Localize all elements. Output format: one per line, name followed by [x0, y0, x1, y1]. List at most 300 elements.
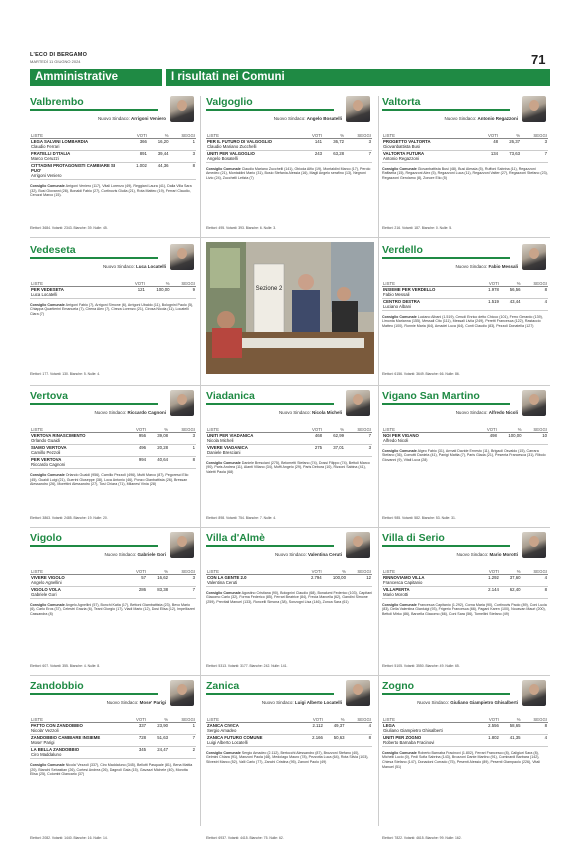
list-name: PER IL FUTURO DI VALGOGLIO: [207, 139, 273, 145]
mayor-name: Gabriele Gori: [137, 552, 166, 557]
column-header: LISTE: [382, 569, 478, 575]
column-header: VOTI: [478, 569, 500, 575]
column-header: LISTE: [30, 427, 126, 433]
council-members: Consiglio Comunale Giovanbattista Busi (48), Busi Alessia (5), Ruffoni Sabrina (11), Regazzoni Raffaella (15), Regazzoni Alex (5), Regazzoni Luca (11), Regazzoni Valter (27), Regazzoni Stefano (23), Regazzoni Gerolamo (8), Zonore Elio (5): [382, 166, 548, 181]
table-row: [30, 722, 196, 734]
list-name: UNITI PER VALGOGLIO: [207, 151, 255, 157]
column-header: SEGGI: [345, 427, 372, 433]
column-header: VOTI: [126, 427, 147, 433]
mayor-line: [46, 116, 166, 121]
votes: 57: [126, 574, 147, 586]
percent: 16,20: [148, 138, 170, 150]
title-rule: [206, 693, 334, 695]
mayor-name: Luca Locatelli: [135, 264, 166, 269]
column-header: VOTI: [302, 569, 322, 575]
publication-name: L'ECO DI BERGAMO: [30, 52, 88, 58]
title-rule: [206, 109, 334, 111]
votes: 1.002: [126, 162, 148, 179]
title-rule: [30, 693, 158, 695]
percent: 73,63: [499, 150, 521, 162]
row-divider: [30, 385, 550, 386]
mayor-name: Mario Morotti: [489, 552, 518, 557]
list-name: UNITI PER ZOGNO: [383, 735, 422, 741]
percent: 83,38: [147, 586, 169, 598]
row-divider: [30, 237, 550, 238]
table-row: [382, 286, 548, 298]
votes: 141: [302, 138, 323, 150]
voter-stats: Elettori: 3684. Votanti: 2343. Bianche: 39. Nulle: 45.: [30, 226, 108, 230]
percent: 100,00: [498, 432, 523, 444]
candidate-name: Nicola Micheli: [207, 438, 234, 444]
comune-block: [382, 244, 548, 329]
seats: 8: [522, 586, 548, 598]
council-members: Consiglio Comunale Nicola' Vezzoli (337), Ciro Maddaluno (345), Bellotti Pasquale (81), Bena Mattia (20), Bianchi Sebastian (26), Cortesi Andrea (26), Dagnoli Gaia (15), Gavazzi Michele (40), Morotta Elisa (25), Colombi Giancarlo (37): [30, 763, 193, 777]
column-header: SEGGI: [171, 281, 196, 287]
percent: 37,60: [500, 574, 522, 586]
mayor-photo: [522, 244, 546, 270]
column-header: LISTE: [206, 569, 302, 575]
mayor-label: Nuovo Sindaco:: [104, 552, 137, 557]
list-name: INSIEME PER VERDELLO: [383, 287, 436, 293]
column-header: %: [500, 569, 522, 575]
list-name: PATTO CON ZANDOBBIO: [31, 723, 83, 729]
table-row: [206, 138, 372, 150]
column-header: %: [323, 133, 345, 139]
title-rule: [206, 403, 334, 405]
seats: 8: [522, 722, 548, 734]
council-members: Consiglio Comunale Claudio Mariano Zucchelli (141), Obioda Alfio (19), Montaldini Marco (17), Perolo Amedeo (21), Montaldini Mario (31), Bosio Stefania Alessia (16), Magli Angelo serafino (13), Negroni Livio (24), Zucchelli Letizia (7): [206, 166, 371, 181]
votes: 366: [126, 138, 148, 150]
column-header: LISTE: [382, 717, 478, 723]
voter-stats: Elettori: 7822. Votanti: 4615. Bianche: 99. Nulle: 162.: [382, 836, 462, 840]
table-row: [206, 574, 372, 586]
results-table: [206, 133, 372, 163]
voter-stats: Elettori: 2082. Votanti: 1440. Bianche: 16. Nulle: 14.: [30, 836, 108, 840]
column-header: SEGGI: [522, 717, 548, 723]
seats: 4: [346, 722, 372, 734]
list-name: ZANDOBBIO CAMBIARE INSIEME: [31, 735, 101, 741]
mayor-name: Riccardo Cagnoni: [127, 410, 166, 415]
city-name: Vigano San Martino: [382, 390, 480, 402]
candidate-name: Francesca Capitanio: [383, 580, 423, 586]
row-divider: [30, 675, 550, 676]
voter-stats: Elettori: 5105. Votanti: 3550. Bianche: 49. Nulle: 65.: [382, 664, 460, 668]
mayor-line: [398, 264, 518, 269]
voter-stats: Elettori: 6937. Votanti: 4415. Bianche: 75. Nulle: 62.: [206, 836, 284, 840]
title-rule: [30, 545, 158, 547]
comune-block: [30, 390, 196, 487]
table-row: [30, 444, 196, 456]
candidate-name: Angelo Agnellini: [31, 580, 62, 586]
voter-stats: Elettori: 607. Votanti: 355. Bianche: 4. Nulle: 8.: [30, 664, 101, 668]
seats: 7: [169, 586, 196, 598]
column-header: LISTE: [206, 717, 302, 723]
column-header: LISTE: [206, 427, 302, 433]
city-name: Vigolo: [30, 532, 62, 544]
list-name: PROGETTO VALTORTA: [383, 139, 431, 145]
candidate-name: Angelo Bosatelli: [207, 156, 238, 162]
table-row: [30, 734, 196, 746]
list-name: PER VERTOVA: [31, 457, 62, 463]
candidate-name: Valentina Ceruti: [207, 580, 238, 586]
table-row: [206, 734, 372, 746]
comune-block: [206, 390, 372, 475]
column-header: SEGGI: [170, 133, 196, 139]
seats: 7: [345, 432, 372, 444]
mayor-name: Mose' Parigi: [139, 700, 166, 705]
seats: 1: [169, 444, 196, 456]
mayor-photo: [346, 680, 370, 706]
table-row: [382, 586, 548, 598]
percent: 49,37: [324, 722, 346, 734]
percent: 50,63: [324, 734, 346, 746]
percent: 100,00: [323, 574, 347, 586]
percent: 51,63: [147, 734, 169, 746]
mayor-photo: [522, 532, 546, 558]
seats: 1: [170, 138, 196, 150]
mayor-label: Nuovo Sindaco:: [261, 700, 294, 705]
column-header: VOTI: [126, 569, 147, 575]
list-name: VIGOLO VOLA: [31, 587, 61, 593]
list-name: VALTORTA FUTURA: [383, 151, 425, 157]
mayor-label: Nuovo Sindaco:: [444, 116, 477, 121]
column-header: LISTE: [382, 427, 478, 433]
mayor-name: Alfredo Nicoli: [488, 410, 518, 415]
results-table: [206, 717, 372, 747]
mayor-photo: [346, 390, 370, 416]
mayor-label: Nuovo Sindaco:: [456, 552, 489, 557]
percent: 26,37: [499, 138, 521, 150]
column-header: SEGGI: [345, 133, 372, 139]
column-header: %: [147, 427, 169, 433]
title-rule: [382, 257, 510, 259]
column-header: %: [500, 717, 522, 723]
mayor-label: Nuovo Sindaco:: [102, 264, 135, 269]
mayor-photo: [522, 680, 546, 706]
percent: 39,44: [148, 150, 170, 162]
mayor-line: [46, 700, 166, 705]
seats: 12: [347, 574, 372, 586]
list-name: ZANICA CIVICA: [207, 723, 239, 729]
city-name: Villa d'Almè: [206, 532, 265, 544]
title-rule: [382, 545, 510, 547]
mayor-line: [222, 552, 342, 557]
seats: 7: [521, 150, 548, 162]
seats: 8: [169, 456, 196, 468]
candidate-name: Nicola' Vezzoli: [31, 728, 59, 734]
list-name: CITTADINI PROTAGONISTI CAMBIARE SI PUO': [31, 163, 116, 174]
seats: 7: [169, 734, 196, 746]
results-table: [206, 569, 372, 587]
mayor-label: Nuovo Sindaco:: [94, 410, 127, 415]
votes: 2.144: [478, 586, 500, 598]
candidate-name: Claudio Ferrari: [31, 144, 60, 150]
votes: 2.794: [302, 574, 322, 586]
mayor-line: [46, 410, 166, 415]
votes: 275: [302, 444, 323, 456]
results-table: [30, 281, 196, 299]
section-label: Amministrative: [30, 69, 162, 86]
column-header: VOTI: [478, 281, 500, 287]
mayor-line: [398, 116, 518, 121]
votes: 1.292: [478, 574, 500, 586]
mayor-name: Valentina Ceruti: [307, 552, 342, 557]
council-members: Consiglio Comunale Daniele Bresciani (275), Belometti Stefano (74), Dossi Filippo (74), Bettoli Marco (90), Paris Andrea (11), Alanti Viliano (34), Moffi Angelo (29), Paris Debora (10), Rizzoni Sabina (41), Valetti Paola (68): [206, 460, 370, 475]
seats: 4: [522, 298, 548, 310]
votes: 2.556: [478, 722, 500, 734]
column-header: LISTE: [30, 717, 126, 723]
mayor-label: Nuovo Sindaco:: [278, 410, 311, 415]
seats: 8: [170, 162, 196, 179]
city-name: Zandobbio: [30, 680, 84, 692]
candidate-name: Antonio Regazzoni: [383, 156, 420, 162]
comune-block: [30, 680, 196, 777]
column-header: LISTE: [206, 133, 302, 139]
council-members: Consiglio Comunale Francesca Capitanio (1.292), Corna Maria (90), Cortinovis Paolo (89), Coni Lucia (83), Della Valentina Gianluigi (93), Frigerio Francesca (66), Pagani Karen (100), Nousvan Mauri (200), Bettoli Mirko (86), Barcella Giacomo (66), Coni Sara (56), Tomellini Stefano (49): [382, 602, 547, 617]
percent: 36,72: [323, 138, 345, 150]
mayor-line: [222, 410, 342, 415]
percent: 40,64: [147, 456, 169, 468]
votes: 345: [126, 746, 147, 758]
column-header: VOTI: [478, 427, 498, 433]
mayor-line: [222, 700, 342, 705]
council-members: Consiglio Comunale Orlando Guaidi (956), Camillo Pezzoli (496), Mutti Marco (87), Pegoresci Elio (45), Guaidi Luigi (21), Guerini Giuseppe (38), Loca Antonio (46), Ponzo Gianbattista (26), Bressan Alessandro (26), Morettini Alessandro (27), Tosi Chiara (71), Milanesi Vinia (28): [30, 473, 189, 487]
votes: 337: [126, 722, 147, 734]
mayor-line: [46, 264, 166, 269]
results-table: [382, 717, 548, 747]
voter-stats: Elettori: 5313. Votanti: 3177. Bianche: 242. Nulle: 141.: [206, 664, 288, 668]
title-rule: [30, 403, 158, 405]
mayor-photo: [170, 680, 194, 706]
table-row: [30, 456, 196, 468]
table-row: [30, 432, 196, 444]
city-name: Villa di Serio: [382, 532, 445, 544]
publication-date: MARTEDÌ 11 GIUGNO 2024: [30, 59, 81, 64]
table-row: [30, 150, 196, 162]
percent: 63,28: [323, 150, 345, 162]
column-header: %: [500, 281, 522, 287]
mayor-line: [398, 410, 518, 415]
title-rule: [30, 257, 158, 259]
results-table: [206, 427, 372, 457]
mayor-name: Antonio Regazzoni: [477, 116, 518, 121]
council-members: Consiglio Comunale Luciano Albani (1.519), Cerudi Enrico detto Chicco (101), Ferro Gerardo (139), Limonta Marianna (155), Messali Cito (111), Messali Liviia (249), Peretti Francesca (122), Rastaccio Matteo (100), Ronnie Maria (64), Amadei Luca (64), Conti Claudio (83), Pezzoli Donatella (127): [382, 314, 543, 329]
seats: 3: [169, 432, 196, 444]
city-name: Zogno: [382, 680, 415, 692]
column-header: %: [323, 427, 345, 433]
candidate-name: Luigi Alberto Locatelli: [207, 740, 248, 746]
column-header: VOTI: [126, 133, 148, 139]
list-name: RINNOVIAMO VILLA: [383, 575, 425, 581]
seats: 4: [522, 734, 548, 746]
mayor-photo: [522, 96, 546, 122]
votes: 956: [126, 432, 147, 444]
column-header: %: [147, 717, 169, 723]
column-header: VOTI: [126, 281, 146, 287]
comune-block: [30, 96, 196, 198]
column-header: %: [146, 281, 171, 287]
mayor-photo: [170, 96, 194, 122]
mayor-photo: [170, 244, 194, 270]
results-table: [30, 717, 196, 760]
table-row: [30, 138, 196, 150]
council-members: Consiglio Comunale Algeo Fabio (31), Armati Davide Ernesto (11), Brigaoli Osvaldo (15), Carrara Stefano (36), Comotti Daniela (41), Panigi Mattia (7), Paris Giada (21), Pesenta Francesca (31), Ribolo Giovanni (9), Vitali Luca (28): [382, 448, 546, 462]
column-header: %: [147, 569, 169, 575]
seats: 3: [345, 138, 372, 150]
seats: 3: [170, 150, 196, 162]
mayor-label: Nuovo Sindaco:: [106, 700, 139, 705]
column-header: SEGGI: [347, 569, 372, 575]
table-row: [206, 150, 372, 162]
votes: 2.166: [302, 734, 324, 746]
mayor-photo: [346, 532, 370, 558]
comune-block: [382, 390, 548, 462]
mayor-line: [46, 552, 166, 557]
table-row: [206, 722, 372, 734]
table-row: [382, 734, 548, 746]
seats: 2: [169, 746, 196, 758]
city-name: Vedeseta: [30, 244, 76, 256]
votes: 498: [478, 432, 498, 444]
city-name: Valtorta: [382, 96, 421, 108]
percent: 37,01: [323, 444, 345, 456]
candidate-name: Riccardo Cagnoni: [31, 462, 66, 468]
candidate-name: Luciano Albani: [383, 304, 411, 310]
column-header: SEGGI: [169, 569, 196, 575]
list-name: PER VEDESETA: [31, 287, 64, 293]
votes: 134: [478, 150, 499, 162]
candidate-name: Gabriele Gori: [31, 592, 57, 598]
table-row: [30, 286, 196, 298]
percent: 62,99: [323, 432, 345, 444]
council-members: Consiglio Comunale Roberto Barnaba Fracinovi (1.802), Ferrari Francesco (8), Caligiuri Sara (8), Michelli Lucio (0), Fedi Sofia Sabrina (143), Brozzoni Dante Martino (91), Cominardi Barbara (142), Chiesa Stefano (147), Donadoni Corrado (75), Pesenti Alessio (89), Pesenti Giampaolo (226), Vitali Manuel (51): [382, 750, 540, 769]
candidate-name: Ciro Maddaluno: [31, 752, 62, 758]
mayor-name: Arrigoni Veniero: [130, 116, 166, 121]
percent: 62,40: [500, 586, 522, 598]
mayor-label: Nuovo Sindaco:: [417, 700, 449, 705]
table-row: [382, 432, 548, 444]
city-name: Viadanica: [206, 390, 255, 402]
column-header: LISTE: [30, 133, 126, 139]
voter-stats: Elettori: 898. Votanti: 754. Bianche: 7. Nulle: 4.: [206, 516, 277, 520]
percent: 43,44: [500, 298, 522, 310]
seats: 3: [345, 444, 372, 456]
mayor-photo: [346, 96, 370, 122]
votes: 243: [302, 150, 323, 162]
column-header: LISTE: [382, 133, 478, 139]
candidate-name: Mose' Parigi: [31, 740, 55, 746]
candidate-name: Arrigoni Veniero: [31, 173, 62, 179]
percent: 44,36: [148, 162, 170, 179]
votes: 468: [302, 432, 323, 444]
candidate-name: Luca Locatelli: [31, 292, 58, 298]
voter-stats: Elettori: 216. Votanti: 187. Bianche: 0. Nulle: 5.: [382, 226, 453, 230]
table-row: [382, 138, 548, 150]
list-name: FRATELLI D'ITALIA: [31, 151, 71, 157]
table-row: [30, 162, 196, 179]
column-header: SEGGI: [522, 281, 548, 287]
row-divider: [30, 527, 550, 528]
votes: 1.519: [478, 298, 500, 310]
council-members: Consiglio Comunale Angelo Agnellini (57), Bonchi Katia (17), Bettoni Giambattista (23), Bevo Mario (6), Carlo Eros (37), Celestri Grazia (6), Teani Giorgio (17), Viadi Mario (12), Dosi Elisa (12), Impellizzeri Cassandra (8): [30, 602, 196, 617]
city-name: Valgoglio: [206, 96, 253, 108]
city-name: Valbrembo: [30, 96, 84, 108]
comune-block: [206, 680, 372, 765]
comune-block: [30, 244, 196, 316]
votes: 1.978: [478, 286, 500, 298]
city-name: Verdello: [382, 244, 423, 256]
candidate-name: Roberto Barnaba Fracinovi: [383, 740, 435, 746]
votes: 48: [478, 138, 499, 150]
column-header: SEGGI: [169, 427, 196, 433]
results-table: [382, 427, 548, 445]
voter-stats: Elettori: 3863. Votanti: 2485. Bianche: 19. Nulle: 20.: [30, 516, 108, 520]
comune-block: [382, 96, 548, 181]
column-header: VOTI: [478, 717, 500, 723]
title-rule: [382, 693, 510, 695]
candidate-name: Giovanbattista Busi: [383, 144, 421, 150]
mayor-name: Giuliano Giampietro Ghisalberti: [450, 700, 518, 705]
list-name: ZANICA FUTURO COMUNE: [207, 735, 263, 741]
votes: 891: [126, 150, 148, 162]
candidate-name: Daniele Bresciani: [207, 450, 241, 456]
results-table: [30, 133, 196, 181]
votes: 286: [126, 586, 147, 598]
seats: 1: [169, 722, 196, 734]
table-row: [382, 150, 548, 162]
column-header: LISTE: [30, 569, 126, 575]
seats: 3: [169, 574, 196, 586]
title-rule: [382, 403, 510, 405]
candidate-name: Giuliano Giampietro Ghisalberti: [383, 728, 443, 734]
comune-block: [382, 532, 548, 617]
title-rule: [206, 545, 334, 547]
table-row: [382, 298, 548, 310]
percent: 24,47: [147, 746, 169, 758]
column-header: SEGGI: [169, 717, 196, 723]
candidate-name: Alfredo Nicoli: [383, 438, 409, 444]
candidate-name: Marco Ceruzzi: [31, 156, 59, 162]
voter-stats: Elettori: 6156. Votanti: 3649. Bianche: 66. Nulle: 86.: [382, 372, 460, 376]
percent: 100,00: [146, 286, 171, 298]
seats: 4: [522, 574, 548, 586]
list-name: VIVERE VIADANICA: [207, 445, 248, 451]
results-table: [30, 569, 196, 599]
council-members: Consiglio Comunale Agostino Cristiana (90), Bolognini Claudio (68), Bonalumi Federico (103), Capitani Giacomo Carlo (32), Forma Federico (85), Ferrari Beatrice (84), Frecia Marcella (62), Gandini Simone (259), Previtali Manuel (133), Roncelli Simona (38), Sonzogni Lisa (146), Zonca Sara (61): [206, 590, 373, 604]
percent: 39,08: [147, 432, 169, 444]
table-row: [206, 444, 372, 456]
results-table: [382, 569, 548, 599]
column-header: SEGGI: [346, 717, 372, 723]
percent: 16,62: [147, 574, 169, 586]
polling-sign-label: Sezione 2: [255, 286, 283, 292]
votes: 2.112: [302, 722, 324, 734]
council-members: Consiglio Comunale Arrigoni Fabio (7), Arrigoni Simone (6), Arrigoni Ubaldo (11), Bolognini Paolo (5), Chiappa Quartierini Emanuela (7), Cirena Alex (7), Cireza Lorenzo (21), Cirosa Nicola (11), Locatelli Clara (7): [30, 302, 194, 316]
comune-block: [206, 532, 372, 604]
percent: 41,35: [500, 734, 522, 746]
list-name: VERTOVA RINASCIMENTO: [31, 433, 86, 439]
mayor-name: Fabio Messali: [488, 264, 518, 269]
council-members: Consiglio Comunale Sergio Amadeo (2.112), Bertocchi Alessandro (87), Brozzoni Stefano (40), Gelmini Chiara (91), Manzoni Paola (48), Medolago Mauro (78), Pezzotta Luca (64), Rota Silvia (103), Silvestri Marco (52), Valli Carlo (77), Zanchi Cristina (95), Zanoni Paolo (49): [206, 750, 369, 765]
seats: 9: [171, 286, 196, 298]
title-rule: [382, 109, 510, 111]
list-name: CENTRO DESTRA: [383, 299, 421, 305]
column-header: VOTI: [302, 133, 323, 139]
city-name: Vertova: [30, 390, 68, 402]
comune-block: [382, 680, 548, 769]
candidate-name: Orlando Guaidi: [31, 438, 60, 444]
column-header: %: [324, 717, 346, 723]
